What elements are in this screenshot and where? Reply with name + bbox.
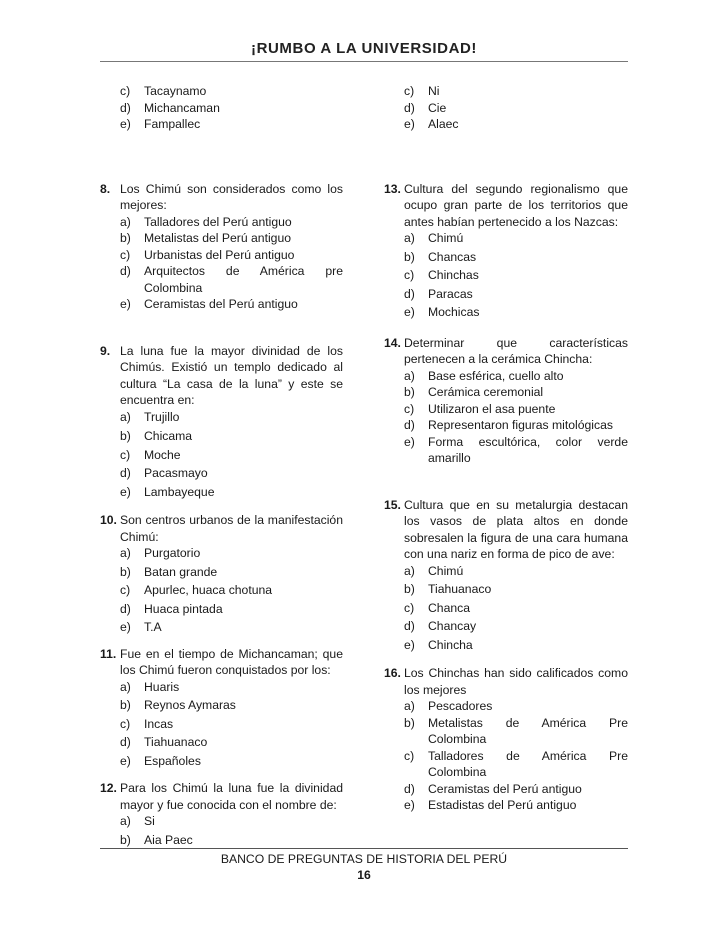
option-text: Chancay xyxy=(428,619,477,633)
answer-option xyxy=(404,797,628,814)
option-letter: b) xyxy=(404,385,415,399)
option-text: Cerámica ceremonial xyxy=(428,385,544,399)
answer-option xyxy=(120,263,343,296)
answer-option xyxy=(404,715,628,748)
question-number: 16. xyxy=(384,666,401,680)
answer-option xyxy=(404,781,628,798)
option-letter: e) xyxy=(120,620,131,634)
question-text: Para los Chimú la luna fue la divinidad mayor y fue conocida con el nombre de: xyxy=(120,781,343,812)
option-letter: b) xyxy=(120,429,131,443)
question-block xyxy=(384,83,628,133)
option-letter: e) xyxy=(404,117,415,131)
option-letter: a) xyxy=(120,546,131,560)
option-text: Tacaynamo xyxy=(144,84,207,98)
option-letter: d) xyxy=(120,735,131,749)
option-text: Españoles xyxy=(144,753,201,768)
option-letter: a) xyxy=(120,409,131,424)
question-text: Los Chimú son considerados como los mejores: xyxy=(120,181,343,212)
option-letter: c) xyxy=(120,716,131,731)
option-text: Estadistas del Perú antiguo xyxy=(428,798,577,812)
option-text: Talladores del Perú antiguo xyxy=(144,214,292,229)
option-letter: c) xyxy=(120,447,131,462)
option-text: Talladores de América Pre Colombina xyxy=(428,748,628,779)
option-text: Metalistas del Perú antiguo xyxy=(144,231,292,245)
option-text: Chicama xyxy=(144,429,193,443)
option-letter: d) xyxy=(120,466,131,480)
option-letter: c) xyxy=(404,600,415,615)
option-letter: d) xyxy=(120,264,131,278)
option-letter: b) xyxy=(404,249,415,264)
option-letter: e) xyxy=(404,798,415,812)
option-text: Aia Paec xyxy=(144,832,193,847)
answer-option xyxy=(384,83,628,100)
option-text: Base esférica, cuello alto xyxy=(428,368,564,383)
option-text: Lambayeque xyxy=(144,484,215,499)
option-text: Arquitectos de América pre Colombina xyxy=(144,264,343,295)
question-text: Son centros urbanos de la manifestación Chimú: xyxy=(120,513,343,544)
option-letter: c) xyxy=(404,748,415,763)
answer-option xyxy=(120,447,343,464)
answer-option xyxy=(404,368,628,385)
answer-option xyxy=(120,679,343,696)
option-text: Chinchas xyxy=(428,268,479,282)
option-text: Metalistas de América Pre Colombina xyxy=(428,715,628,746)
option-text: T.A xyxy=(144,620,162,634)
answer-option xyxy=(120,465,343,482)
answer-option xyxy=(120,601,343,618)
option-text: Moche xyxy=(144,447,181,462)
option-text: Forma escultórica, color verde amarillo xyxy=(428,434,628,465)
option-letter: b) xyxy=(120,231,131,245)
right-column xyxy=(384,83,628,814)
option-letter: a) xyxy=(120,814,131,828)
option-letter: b) xyxy=(120,564,131,579)
question-block xyxy=(384,497,628,654)
option-letter: b) xyxy=(404,715,415,730)
option-text: Chincha xyxy=(428,637,473,652)
answer-option xyxy=(404,434,628,467)
question-number: 8. xyxy=(100,181,111,196)
answer-option xyxy=(120,230,343,247)
option-text: Chanca xyxy=(428,600,471,615)
answer-option xyxy=(404,637,628,654)
answer-option xyxy=(404,304,628,321)
option-letter: d) xyxy=(120,601,131,616)
option-text: Urbanistas del Perú antiguo xyxy=(144,247,295,262)
option-letter: d) xyxy=(404,100,415,115)
question-number: 9. xyxy=(100,343,111,358)
option-letter: a) xyxy=(120,679,131,694)
option-text: Cie xyxy=(428,100,447,115)
option-text: Reynos Aymaras xyxy=(144,698,236,712)
option-letter: d) xyxy=(120,100,131,115)
header-divider xyxy=(100,61,628,62)
option-letter: d) xyxy=(404,781,415,796)
question-block xyxy=(100,181,343,313)
question-block xyxy=(100,646,343,770)
option-text: Mochicas xyxy=(428,305,480,319)
option-text: Ceramistas del Perú antiguo xyxy=(428,781,582,796)
option-text: Tiahuanaco xyxy=(428,582,492,596)
option-text: Trujillo xyxy=(144,409,180,424)
option-text: Purgatorio xyxy=(144,546,201,560)
option-letter: a) xyxy=(404,563,415,578)
option-letter: a) xyxy=(404,368,415,383)
question-number: 11. xyxy=(100,646,117,661)
option-text: Huaris xyxy=(144,679,180,694)
question-block xyxy=(384,335,628,467)
option-text: Utilizaron el asa puente xyxy=(428,401,556,416)
option-text: Pescadores xyxy=(428,699,493,713)
option-letter: e) xyxy=(404,434,415,449)
answer-option xyxy=(120,582,343,599)
option-text: Chancas xyxy=(428,249,477,264)
option-text: Ceramistas del Perú antiguo xyxy=(144,297,298,311)
answer-option xyxy=(120,753,343,770)
option-text: Ni xyxy=(428,84,440,98)
answer-option xyxy=(100,116,343,133)
answer-option xyxy=(384,116,628,133)
option-letter: d) xyxy=(404,418,415,432)
answer-option xyxy=(120,296,343,313)
question-text: Fue en el tiempo de Michancaman; que los Chimú fueron conquistados por los: xyxy=(120,646,343,677)
option-text: Pacasmayo xyxy=(144,466,208,480)
option-letter: d) xyxy=(404,286,415,301)
question-block xyxy=(384,181,628,321)
option-text: Fampallec xyxy=(144,117,201,131)
option-letter: e) xyxy=(120,297,131,311)
answer-option xyxy=(120,564,343,581)
question-number: 12. xyxy=(100,781,117,795)
question-text: La luna fue la mayor divinidad de los Chimús. Existió un templo dedicado al cultura “La casa de la luna” y este se encuentra en: xyxy=(120,343,343,407)
option-text: Chimú xyxy=(428,231,464,245)
option-text: Incas xyxy=(144,716,174,731)
answer-option xyxy=(120,484,343,501)
answer-option xyxy=(120,214,343,231)
option-letter: d) xyxy=(404,619,415,633)
option-text: Michancaman xyxy=(144,100,220,115)
answer-option xyxy=(404,581,628,598)
option-text: Apurlec, huaca chotuna xyxy=(144,583,273,597)
option-letter: b) xyxy=(120,698,131,712)
option-letter: e) xyxy=(404,305,415,319)
answer-option xyxy=(404,401,628,418)
option-letter: c) xyxy=(120,84,131,98)
answer-option xyxy=(120,697,343,714)
answer-option xyxy=(384,100,628,117)
question-number: 13. xyxy=(384,181,401,196)
footer-divider xyxy=(100,848,628,849)
option-text: Huaca pintada xyxy=(144,601,223,616)
footer-title: BANCO DE PREGUNTAS DE HISTORIA DEL PERÚ xyxy=(220,852,508,866)
answer-option xyxy=(120,716,343,733)
option-text: Batan grande xyxy=(144,564,218,579)
answer-option xyxy=(120,409,343,426)
question-block xyxy=(384,665,628,814)
option-text: Tiahuanaco xyxy=(144,735,208,749)
answer-option xyxy=(404,384,628,401)
option-letter: e) xyxy=(120,117,131,131)
answer-option xyxy=(404,600,628,617)
answer-option xyxy=(404,563,628,580)
option-text: Si xyxy=(144,814,155,828)
option-letter: c) xyxy=(404,84,415,98)
option-text: Representaron figuras mitológicas xyxy=(428,418,613,432)
answer-option xyxy=(404,698,628,715)
answer-option xyxy=(120,832,343,849)
question-text: Cultura del segundo regionalismo que ocupo gran parte de los territorios que antes habían pertenecido a los Nazcas: xyxy=(404,181,628,229)
option-letter: e) xyxy=(404,637,415,652)
option-letter: e) xyxy=(120,484,131,499)
answer-option xyxy=(404,230,628,247)
question-text: Cultura que en su metalurgia destacan los vasos de plata altos en donde sobresalen la figura de una cara humana con una nariz en forma de pico de ave: xyxy=(404,497,628,561)
answer-option xyxy=(404,267,628,284)
option-letter: a) xyxy=(404,699,415,713)
answer-option xyxy=(120,428,343,445)
option-letter: a) xyxy=(404,231,415,245)
question-block xyxy=(100,512,343,636)
answer-option xyxy=(120,545,343,562)
answer-option xyxy=(100,100,343,117)
option-letter: a) xyxy=(120,214,131,229)
answer-option xyxy=(404,417,628,434)
question-block xyxy=(100,83,343,133)
option-letter: b) xyxy=(120,832,131,847)
option-letter: c) xyxy=(120,583,131,597)
answer-option xyxy=(120,813,343,830)
answer-option xyxy=(404,618,628,635)
left-column xyxy=(100,83,343,848)
option-letter: b) xyxy=(404,582,415,596)
option-text: Alaec xyxy=(428,117,459,131)
answer-option xyxy=(404,249,628,266)
option-letter: c) xyxy=(120,247,131,262)
option-text: Paracas xyxy=(428,286,473,301)
question-block xyxy=(100,343,343,501)
answer-option xyxy=(100,83,343,100)
question-text: Los Chinchas han sido calificados como los mejores xyxy=(404,666,628,697)
question-number: 14. xyxy=(384,335,401,350)
option-letter: c) xyxy=(404,268,415,282)
question-block xyxy=(100,780,343,848)
question-number: 15. xyxy=(384,497,401,512)
question-text: Determinar que características pertenecen a la cerámica Chincha: xyxy=(404,335,628,366)
answer-option xyxy=(404,286,628,303)
answer-option xyxy=(120,619,343,636)
answer-option xyxy=(120,247,343,264)
option-letter: e) xyxy=(120,753,131,768)
option-letter: c) xyxy=(404,401,415,416)
header-title: ¡RUMBO A LA UNIVERSIDAD! xyxy=(250,40,478,57)
answer-option xyxy=(120,734,343,751)
page-number: 16 xyxy=(357,868,371,882)
option-text: Chimú xyxy=(428,563,464,578)
answer-option xyxy=(404,748,628,781)
question-number: 10. xyxy=(100,513,117,527)
